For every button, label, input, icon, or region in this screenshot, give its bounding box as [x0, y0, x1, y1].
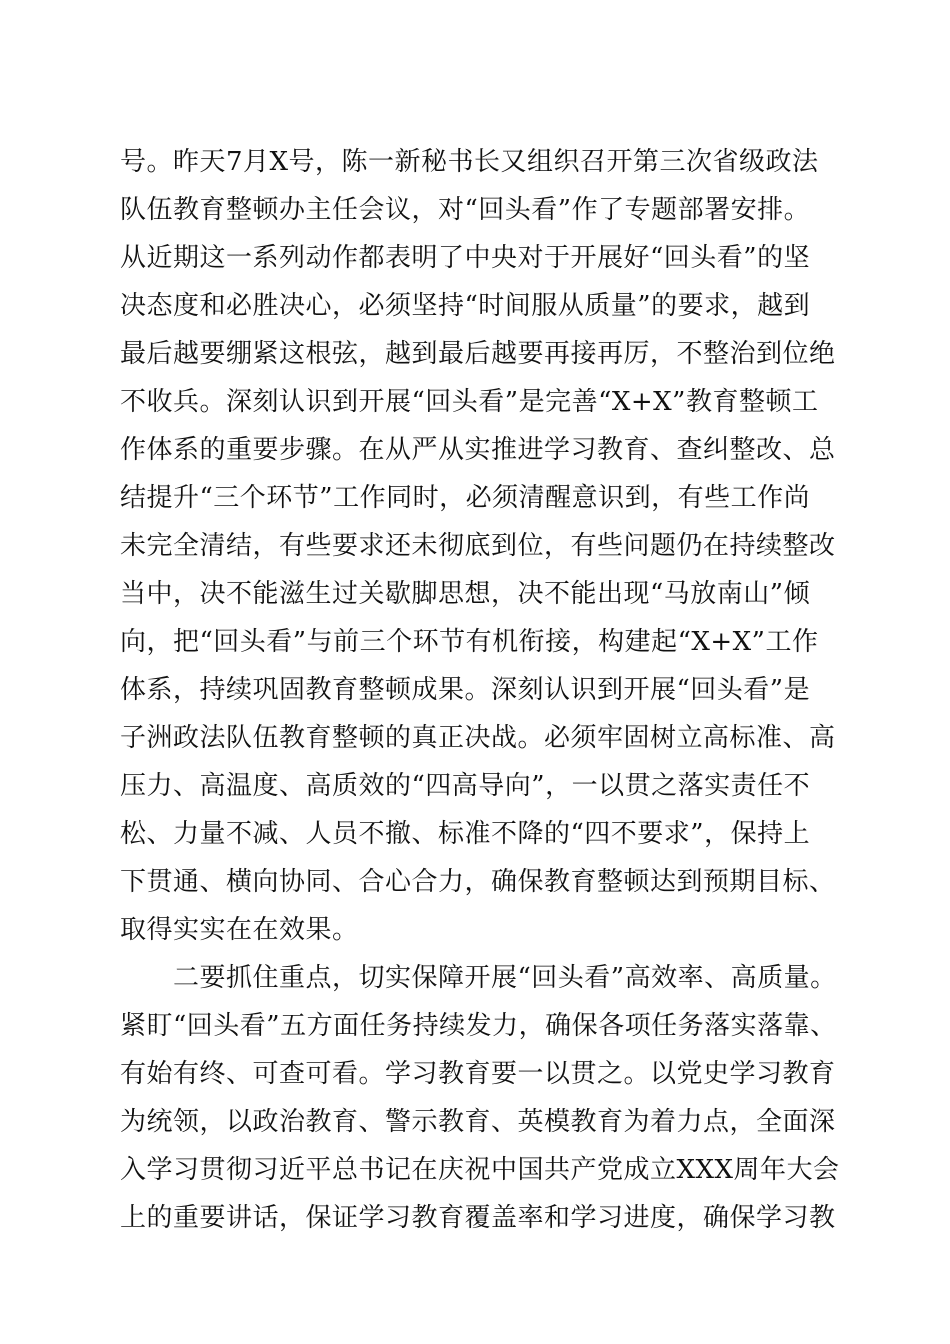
text-line: 最后越要绷紧这根弦，越到最后越要再接再厉，不整治到位绝	[120, 339, 836, 369]
text-line: 体系，持续巩固教育整顿成果。深刻认识到开展“回头看”是	[120, 675, 811, 705]
text-line: 为统领，以政治教育、警示教育、英模教育为着力点，全面深	[120, 1107, 836, 1137]
text-line: 队伍教育整顿办主任会议，对“回头看”作了专题部署安排。	[120, 195, 811, 225]
text-line: 上的重要讲话，保证学习教育覆盖率和学习进度，确保学习教	[120, 1203, 836, 1233]
text-line: 二要抓住重点，切实保障开展“回头看”高效率、高质量。	[120, 963, 837, 993]
text-line: 子洲政法队伍教育整顿的真正决战。必须牢固树立高标准、高	[120, 723, 836, 753]
text-line: 紧盯“回头看”五方面任务持续发力，确保各项任务落实落靠、	[120, 1011, 837, 1041]
text-line: 决态度和必胜决心，必须坚持“时间服从质量”的要求，越到	[120, 291, 811, 321]
body-text	[120, 138, 840, 1242]
text-line: 下贯通、横向协同、合心合力，确保教育整顿达到预期目标、	[120, 867, 836, 897]
text-line: 有始有终、可查可看。学习教育要一以贯之。以党史学习教育	[120, 1059, 836, 1089]
text-line: 作体系的重要步骤。在从严从实推进学习教育、查纠整改、总	[120, 435, 836, 465]
text-line: 压力、高温度、高质效的“四高导向”，一以贯之落实责任不	[120, 771, 811, 801]
text-line: 当中，决不能滋生过关歇脚思想，决不能出现“马放南山”倾	[120, 579, 811, 609]
text-line: 松、力量不减、人员不撤、标准不降的“四不要求”，保持上	[120, 819, 811, 849]
text-line: 入学习贯彻习近平总书记在庆祝中国共产党成立XXX周年大会	[120, 1155, 840, 1185]
text-line: 不收兵。深刻认识到开展“回头看”是完善“X+X”教育整顿工	[120, 387, 819, 417]
text-line: 号。昨天7月X号，陈一新秘书长又组织召开第三次省级政法	[120, 147, 819, 177]
text-line: 结提升“三个环节”工作同时，必须清醒意识到，有些工作尚	[120, 483, 811, 513]
text-line: 从近期这一系列动作都表明了中央对于开展好“回头看”的坚	[120, 243, 811, 273]
text-line: 向，把“回头看”与前三个环节有机衔接，构建起“X+X”工作	[120, 627, 819, 657]
text-line: 未完全清结，有些要求还未彻底到位，有些问题仍在持续整改	[120, 531, 836, 561]
text-line: 取得实实在在效果。	[120, 915, 359, 945]
